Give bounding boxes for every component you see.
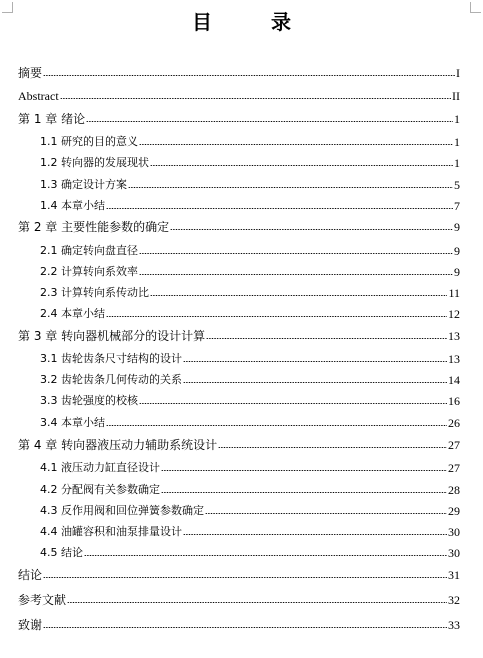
toc-page-number: I [456, 66, 460, 80]
toc-page-number: 1 [454, 135, 460, 149]
dot-leader [139, 252, 453, 255]
toc-entry-chapter-4[interactable] [18, 434, 460, 452]
toc-entry-text: 2.4 本章小结 [40, 307, 105, 320]
toc-entry-text: 第 4 章 转向器液压动力辅助系统设计 [18, 438, 218, 452]
toc-page-number: 1 [454, 156, 460, 170]
dot-leader [183, 381, 447, 384]
toc-entry-2-4[interactable] [40, 303, 460, 321]
toc-page-number: 28 [448, 483, 460, 497]
toc-entry-2-1[interactable] [40, 240, 460, 258]
page-title: 目 录 [192, 10, 317, 34]
dot-leader [139, 143, 453, 146]
toc-entry-text: 参考文献 [18, 593, 67, 607]
toc-entry-text: 第 1 章 绪论 [18, 112, 86, 126]
toc-page-number: 5 [454, 178, 460, 192]
toc-page-number: 30 [448, 525, 460, 539]
toc-entry-text: 3.2 齿轮齿条几何传动的关系 [40, 373, 182, 386]
toc-page-number: 13 [448, 352, 460, 366]
toc-entry-text: 第 2 章 主要性能参数的确定 [18, 220, 170, 234]
toc-entry-1-1[interactable] [40, 131, 460, 149]
toc-entry-conclusion[interactable] [18, 564, 460, 582]
toc-entry-text: 1.1 研究的目的意义 [40, 135, 138, 148]
toc-page-number: 9 [454, 265, 460, 279]
toc-page-number: 14 [448, 373, 460, 387]
toc-entry-text: 4.1 液压动力缸直径设计 [40, 461, 160, 474]
toc-entry-3-1[interactable] [40, 348, 460, 366]
toc-entry-text: 3.3 齿轮强度的校核 [40, 394, 138, 407]
toc-entry-1-3[interactable] [40, 174, 460, 192]
toc-entry-text: 摘要 [18, 66, 43, 80]
toc-entry-2-2[interactable] [40, 261, 460, 279]
toc-entry-abstract-cn[interactable] [18, 62, 460, 80]
toc-entry-text: 2.1 确定转向盘直径 [40, 244, 138, 257]
toc-entry-abstract-en[interactable] [18, 85, 460, 103]
dot-leader [161, 491, 447, 494]
dot-leader [60, 97, 451, 100]
toc-entry-text: 4.2 分配阀有关参数确定 [40, 483, 160, 496]
dot-leader [183, 533, 447, 536]
dot-leader [106, 207, 453, 210]
toc-entry-text: 1.4 本章小结 [40, 199, 105, 212]
toc-entry-1-2[interactable] [40, 152, 460, 170]
toc-entry-text: 3.4 本章小结 [40, 416, 105, 429]
toc-page-number: 30 [448, 546, 460, 560]
dot-leader [150, 294, 447, 297]
dot-leader [183, 360, 447, 363]
toc-page-number: 29 [448, 504, 460, 518]
toc-page-number: 11 [448, 286, 460, 300]
dot-leader [67, 601, 447, 604]
toc-entry-3-4[interactable] [40, 412, 460, 430]
toc-entry-text: 4.4 油罐容积和油泵排量设计 [40, 525, 182, 538]
toc-page-number: II [452, 89, 460, 103]
dot-leader [43, 626, 447, 629]
toc-page-number: 13 [448, 329, 460, 343]
dot-leader [206, 337, 447, 340]
toc-entry-text: 结论 [18, 568, 43, 582]
toc-page-number: 12 [448, 307, 460, 321]
toc-entry-2-3[interactable] [40, 282, 460, 300]
toc-entry-text: 2.3 计算转向系传动比 [40, 286, 149, 299]
toc-entry-text: 致谢 [18, 618, 43, 632]
toc-page-number: 7 [454, 199, 460, 213]
toc-entry-acknowledgements[interactable] [18, 614, 460, 632]
toc-entry-4-4[interactable] [40, 521, 460, 539]
dot-leader [150, 164, 453, 167]
toc-page-number: 32 [448, 593, 460, 607]
toc-page-number: 33 [448, 618, 460, 632]
toc-entry-text: 第 3 章 转向器机械部分的设计计算 [18, 329, 206, 343]
toc-entry-text: 1.3 确定设计方案 [40, 178, 127, 191]
dot-leader [43, 576, 447, 579]
toc-entry-3-2[interactable] [40, 369, 460, 387]
toc-entry-references[interactable] [18, 589, 460, 607]
toc-page-number: 1 [454, 112, 460, 126]
dot-leader [161, 469, 447, 472]
toc-entry-4-2[interactable] [40, 479, 460, 497]
toc-entry-chapter-2[interactable] [18, 216, 460, 234]
dot-leader [84, 554, 447, 557]
toc-entry-1-4[interactable] [40, 195, 460, 213]
toc-page-number: 27 [448, 438, 460, 452]
toc-entry-4-5[interactable] [40, 542, 460, 560]
dot-leader [128, 186, 453, 189]
dot-leader [43, 74, 455, 77]
toc-page-number: 16 [448, 394, 460, 408]
toc-entry-text: Abstract [18, 89, 59, 103]
toc-entry-4-1[interactable] [40, 457, 460, 475]
dot-leader [205, 512, 447, 515]
toc-entry-4-3[interactable] [40, 500, 460, 518]
toc-page-number: 31 [448, 568, 460, 582]
toc-entry-text: 2.2 计算转向系效率 [40, 265, 138, 278]
dot-leader [106, 424, 447, 427]
dot-leader [218, 446, 447, 449]
dot-leader [86, 120, 453, 123]
dot-leader [106, 315, 447, 318]
toc-entry-chapter-3[interactable] [18, 325, 460, 343]
toc-entry-chapter-1[interactable] [18, 108, 460, 126]
toc-page-number: 9 [454, 244, 460, 258]
dot-leader [170, 228, 453, 231]
toc-page-number: 9 [454, 220, 460, 234]
toc-entry-text: 4.5 结论 [40, 546, 83, 559]
toc-entry-3-3[interactable] [40, 390, 460, 408]
dot-leader [139, 273, 453, 276]
toc-entry-text: 1.2 转向器的发展现状 [40, 156, 149, 169]
dot-leader [139, 402, 447, 405]
toc-entry-text: 3.1 齿轮齿条尺寸结构的设计 [40, 352, 182, 365]
toc-entry-text: 4.3 反作用阀和回位弹簧参数确定 [40, 504, 204, 517]
toc-page-number: 27 [448, 461, 460, 475]
toc-page-number: 26 [448, 416, 460, 430]
